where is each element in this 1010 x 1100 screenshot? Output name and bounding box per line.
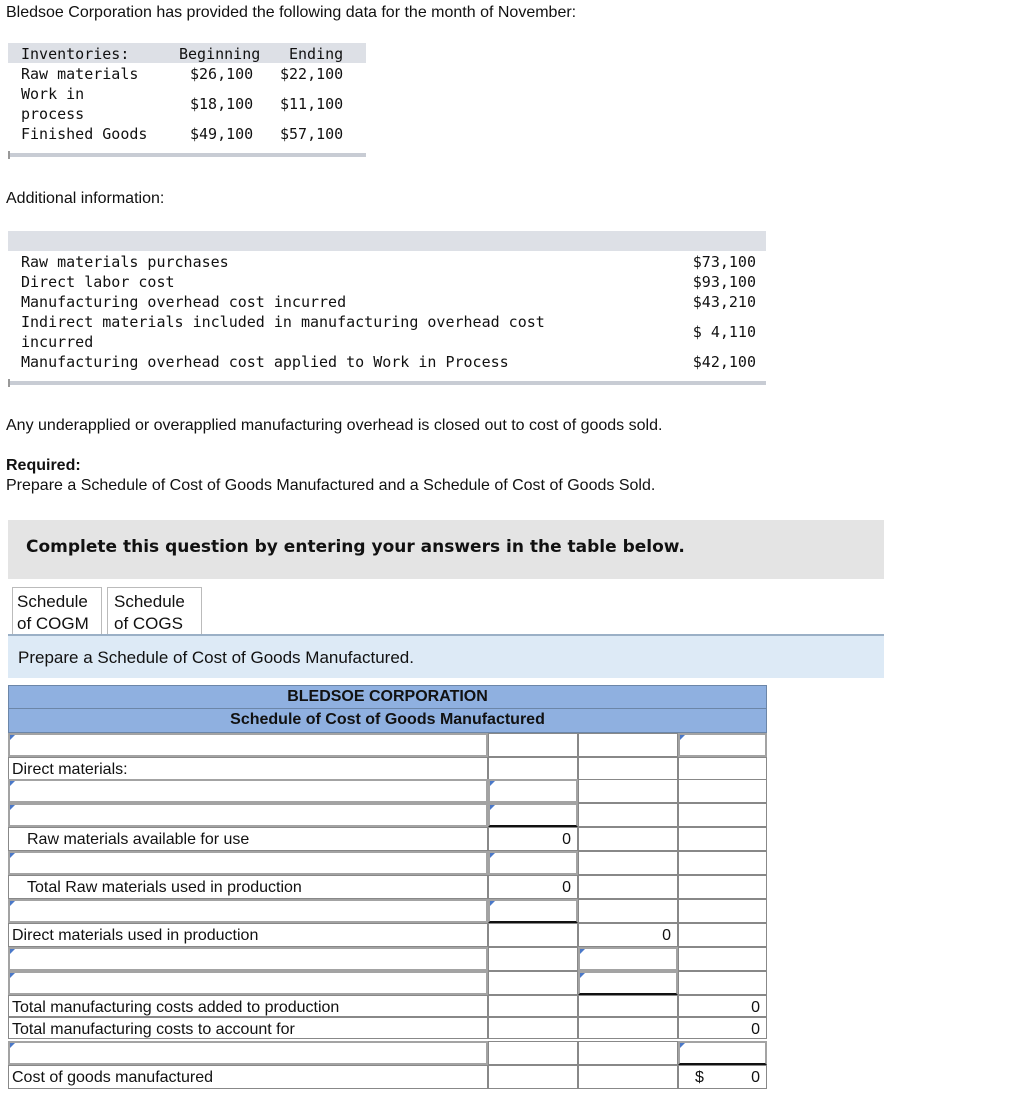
- amount-input[interactable]: [678, 1041, 767, 1065]
- empty-cell: [678, 803, 767, 827]
- empty-cell: [578, 1065, 678, 1089]
- empty-cell: [578, 827, 678, 851]
- tab-label: Schedule: [17, 592, 88, 611]
- inventory-row-begin: $26,100: [190, 65, 254, 83]
- schedule-label-input[interactable]: [8, 947, 488, 971]
- currency-symbol: $: [695, 1069, 704, 1086]
- total-mfg-account-label: Total manufacturing costs to account for: [8, 1017, 488, 1039]
- amount-input[interactable]: [578, 947, 678, 971]
- total-rm-used-value: 0: [488, 875, 578, 899]
- rm-available-label: Raw materials available for use: [8, 827, 488, 851]
- empty-cell: [678, 827, 767, 851]
- empty-cell: [488, 1041, 578, 1065]
- amount-input[interactable]: [678, 733, 767, 757]
- dm-used-label: Direct materials used in production: [8, 923, 488, 947]
- additional-row-label: Manufacturing overhead cost incurred: [21, 293, 347, 311]
- cogm-value-cell: [678, 1065, 767, 1089]
- total-mfg-added-value: 0: [678, 995, 767, 1017]
- inventory-row-label: Finished Goods: [21, 125, 148, 143]
- empty-cell: [678, 947, 767, 971]
- tab-label: Schedule: [114, 592, 185, 611]
- dm-used-value: 0: [578, 923, 678, 947]
- inventory-row-label: Work in: [21, 85, 85, 103]
- additional-row-label: Raw materials purchases: [21, 253, 229, 271]
- cogm-label: Cost of goods manufactured: [8, 1065, 488, 1089]
- empty-cell: [578, 1017, 678, 1039]
- inventory-row-begin: $18,100: [190, 95, 254, 113]
- inventory-table: [8, 43, 366, 161]
- inventory-col-begin: Beginning: [179, 45, 261, 63]
- tab-label: of COGM: [17, 614, 89, 633]
- empty-cell: [488, 971, 578, 995]
- empty-cell: [678, 757, 767, 781]
- inventory-row-end: $22,100: [280, 65, 344, 83]
- empty-cell: [488, 733, 578, 757]
- intro-text: Bledsoe Corporation has provided the following data for the month of November:: [6, 4, 577, 21]
- rm-available-value: 0: [488, 827, 578, 851]
- empty-cell: [488, 995, 578, 1017]
- inventory-row-label: process: [21, 105, 85, 123]
- direct-materials-label: Direct materials:: [8, 757, 488, 781]
- total-rm-used-label: Total Raw materials used in production: [8, 875, 488, 899]
- schedule-label-input[interactable]: [8, 733, 488, 757]
- empty-cell: [578, 733, 678, 757]
- empty-cell: [678, 899, 767, 923]
- required-label: Required:: [6, 457, 81, 474]
- amount-input[interactable]: [488, 779, 578, 803]
- empty-cell: [578, 779, 678, 803]
- additional-row-label: Direct labor cost: [21, 273, 175, 291]
- empty-cell: [678, 971, 767, 995]
- prepare-band: [8, 636, 884, 678]
- schedule-label-input[interactable]: [8, 899, 488, 923]
- empty-cell: [488, 923, 578, 947]
- inventory-col-label: Inventories:: [21, 45, 130, 63]
- additional-row-value: $43,210: [692, 293, 756, 311]
- inventory-row-label: Raw materials: [21, 65, 139, 83]
- schedule-label-input[interactable]: [8, 971, 488, 995]
- additional-row-value: $93,100: [692, 273, 756, 291]
- empty-cell: [678, 851, 767, 875]
- additional-row-value: $ 4,110: [692, 323, 756, 341]
- empty-cell: [578, 757, 678, 781]
- amount-input[interactable]: [488, 851, 578, 875]
- company-name: BLEDSOE CORPORATION: [8, 685, 767, 709]
- instruction-box: [8, 520, 884, 579]
- amount-input[interactable]: [488, 899, 578, 923]
- empty-cell: [578, 851, 678, 875]
- schedule-title: Schedule of Cost of Goods Manufactured: [8, 709, 767, 733]
- tab-label: of COGS: [114, 614, 183, 633]
- inventory-row-begin: $49,100: [190, 125, 254, 143]
- empty-cell: [578, 1041, 678, 1065]
- additional-row-label: incurred: [21, 333, 94, 351]
- empty-cell: [488, 947, 578, 971]
- overhead-note: Any underapplied or overapplied manufacturing overhead is closed out to cost of goods sold.: [6, 417, 663, 434]
- empty-cell: [578, 875, 678, 899]
- schedule-label-input[interactable]: [8, 851, 488, 875]
- tab-schedule-cogm[interactable]: [12, 587, 102, 635]
- amount-input[interactable]: [578, 971, 678, 995]
- empty-cell: [678, 923, 767, 947]
- empty-cell: [488, 757, 578, 781]
- tab-schedule-cogs[interactable]: [107, 587, 202, 635]
- empty-cell: [678, 779, 767, 803]
- inventory-row-end: $57,100: [280, 125, 344, 143]
- cogm-schedule: [8, 685, 767, 1092]
- empty-cell: [578, 899, 678, 923]
- required-text: Prepare a Schedule of Cost of Goods Manufactured and a Schedule of Cost of Goods Sold.: [6, 477, 656, 494]
- schedule-label-input[interactable]: [8, 779, 488, 803]
- empty-cell: [578, 803, 678, 827]
- empty-cell: [678, 875, 767, 899]
- total-mfg-account-value: 0: [678, 1017, 767, 1039]
- additional-row-label: Manufacturing overhead cost applied to Work in Process: [21, 353, 509, 371]
- inventory-col-end: Ending: [289, 45, 344, 63]
- cogm-value: 0: [751, 1069, 760, 1086]
- additional-info-table: [8, 231, 766, 389]
- additional-row-value: $42,100: [692, 353, 756, 371]
- additional-row-value: $73,100: [692, 253, 756, 271]
- schedule-label-input[interactable]: [8, 803, 488, 827]
- additional-label: Additional information:: [6, 190, 165, 207]
- total-mfg-added-label: Total manufacturing costs added to production: [8, 995, 488, 1017]
- empty-cell: [488, 1065, 578, 1089]
- empty-cell: [578, 995, 678, 1017]
- inventory-row-end: $11,100: [280, 95, 344, 113]
- instruction-text: Complete this question by entering your answers in the table below.: [26, 537, 685, 557]
- amount-input[interactable]: [488, 803, 578, 827]
- prepare-text: Prepare a Schedule of Cost of Goods Manufactured.: [18, 648, 414, 667]
- schedule-label-input[interactable]: [8, 1041, 488, 1065]
- empty-cell: [488, 1017, 578, 1039]
- additional-row-label: Indirect materials included in manufacturing overhead cost: [21, 313, 545, 331]
